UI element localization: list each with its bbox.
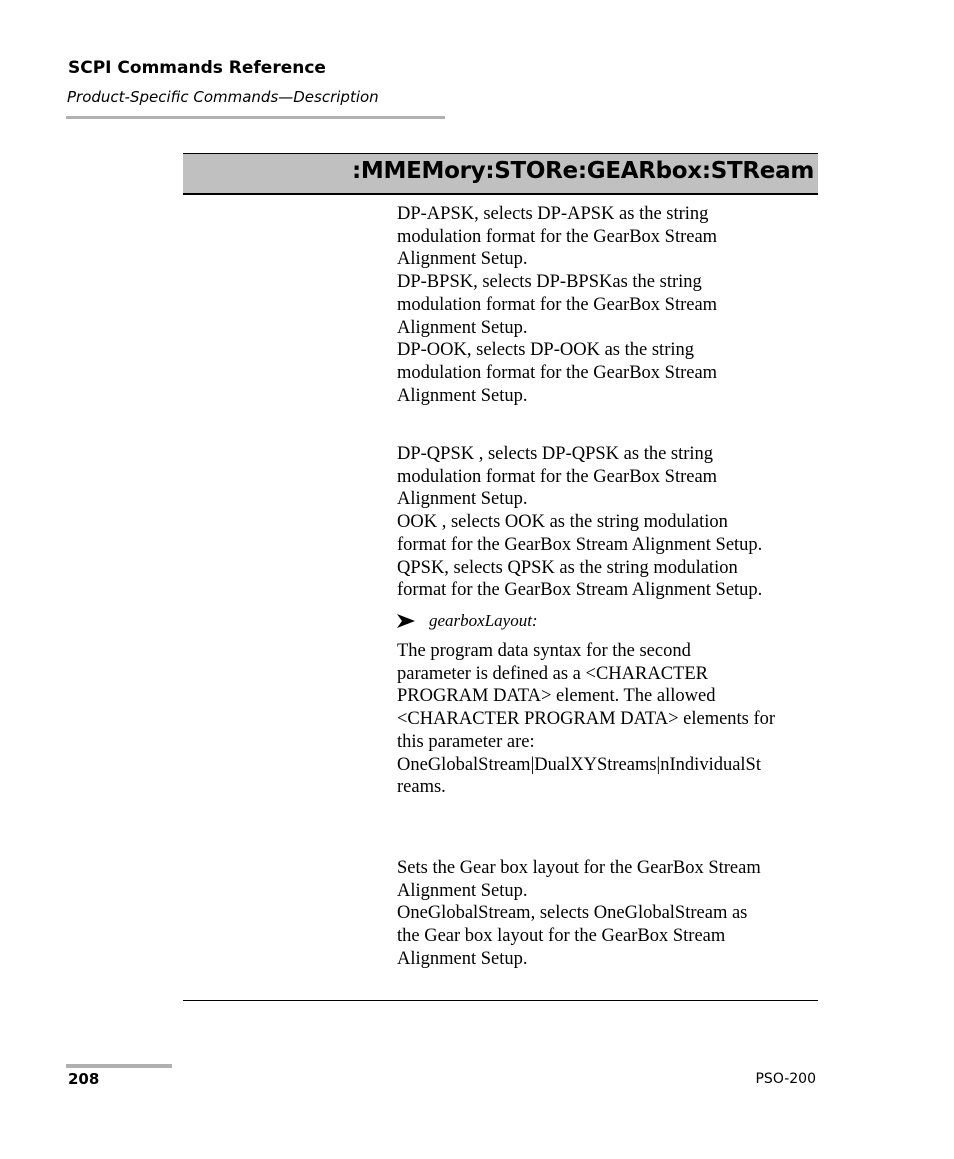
text-line: <CHARACTER PROGRAM DATA> elements for [397, 709, 776, 730]
command-name: :MMEMory:STORe:GEARbox:STReam [352, 158, 814, 184]
text-line: the Gear box layout for the GearBox Stream [397, 926, 726, 947]
arrowhead-bullet-icon [397, 614, 415, 628]
text-line: modulation format for the GearBox Stream [397, 466, 718, 487]
command-title-bar [183, 153, 818, 195]
text-line: DP-BPSK, selects DP-BPSKas the string [397, 272, 702, 293]
text-line: Alignment Setup. [397, 489, 528, 510]
text-line: Alignment Setup. [397, 880, 528, 901]
text-line: reams. [397, 777, 446, 798]
text-line: OneGlobalStream, selects OneGlobalStream as [397, 903, 748, 924]
text-line: OOK , selects OOK as the string modulation [397, 512, 728, 533]
parameter-bullet [397, 611, 538, 631]
page-number: 208 [68, 1070, 100, 1088]
text-line: DP-OOK, selects DP-OOK as the string [397, 340, 694, 361]
text-line: DP-QPSK , selects DP-QPSK as the string [397, 444, 714, 464]
section-end-rule [183, 1000, 818, 1001]
text-line: Alignment Setup. [397, 948, 528, 969]
running-header-title: SCPI Commands Reference [68, 58, 326, 78]
paragraph-block [397, 443, 817, 602]
text-line: modulation format for the GearBox Stream [397, 294, 718, 315]
text-line: format for the GearBox Stream Alignment Setup. [397, 580, 763, 601]
text-line: OneGlobalStream|DualXYStreams|nIndividualSt [397, 754, 761, 775]
parameter-label: gearboxLayout: [429, 611, 538, 630]
paragraph-block [397, 640, 817, 799]
text-line: format for the GearBox Stream Alignment Setup. [397, 534, 763, 555]
text-line: Sets the Gear box layout for the GearBox Stream [397, 858, 761, 878]
text-line: parameter is defined as a <CHARACTER [397, 663, 708, 684]
text-line: modulation format for the GearBox Stream [397, 362, 718, 383]
text-line: QPSK, selects QPSK as the string modulation [397, 557, 738, 578]
running-header-subtitle: Product-Specific Commands—Description [67, 88, 379, 106]
text-line: The program data syntax for the second [397, 641, 691, 661]
paragraph-block [397, 203, 817, 407]
text-line: modulation format for the GearBox Stream [397, 226, 718, 247]
text-line: Alignment Setup. [397, 317, 528, 338]
text-line: PROGRAM DATA> element. The allowed [397, 686, 716, 707]
footer-rule [66, 1064, 172, 1068]
text-line: Alignment Setup. [397, 249, 528, 270]
text-line: DP-APSK, selects DP-APSK as the string [397, 204, 709, 224]
header-rule [66, 116, 445, 119]
paragraph-block [397, 857, 817, 971]
product-name: PSO-200 [755, 1071, 816, 1087]
text-line: this parameter are: [397, 731, 535, 752]
text-line: Alignment Setup. [397, 385, 528, 406]
